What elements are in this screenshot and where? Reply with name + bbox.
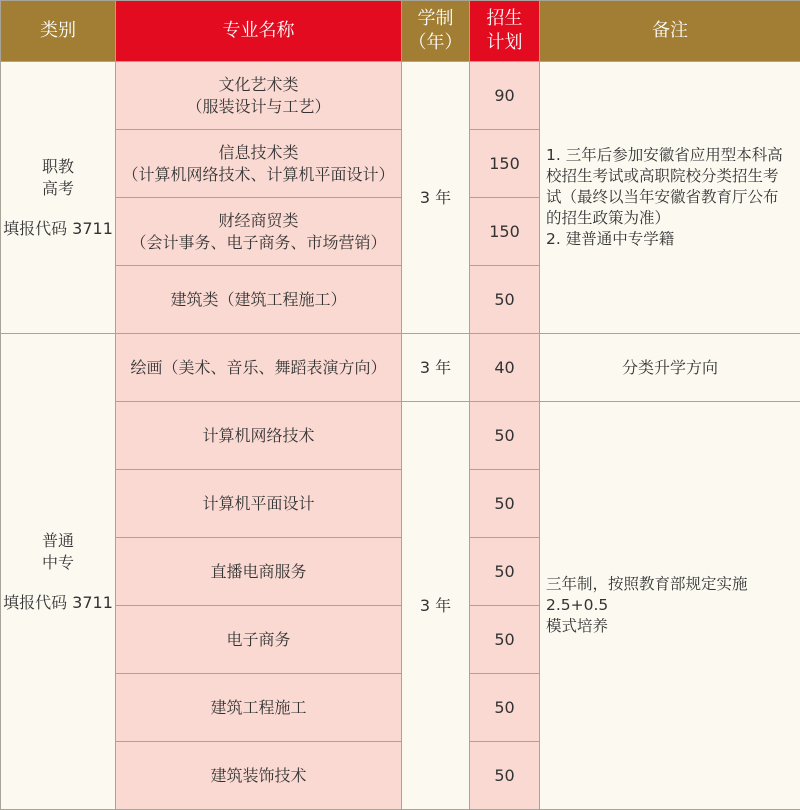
category-code: 填报代码 3711 [1,218,115,240]
major-cell [116,198,402,266]
note-line: 试（最终以当年安徽省教育厅公布 [546,187,796,208]
header-years-line2: （年） [402,31,469,55]
quota-cell: 90 [470,62,540,130]
note-line: 的招生政策为准） [546,208,796,229]
major-name: 建筑类（建筑工程施工） [116,289,401,311]
major-name: 信息技术类 [116,142,401,164]
note-line: 校招生考试或高职院校分类招生考 [546,166,796,187]
category-name-line2: 中专 [1,552,115,574]
header-major: 专业名称 [116,1,402,62]
quota-cell: 50 [470,606,540,674]
major-name: 文化艺术类 [116,74,401,96]
header-quota [470,1,540,62]
quota-cell: 50 [470,538,540,606]
note-line: 模式培养 [546,616,796,637]
major-detail: （计算机网络技术、计算机平面设计） [116,164,401,186]
major-cell: 直播电商服务 [116,538,402,606]
note-cell-secondary [540,402,800,810]
major-cell: 建筑装饰技术 [116,742,402,810]
major-detail: （服装设计与工艺） [116,96,401,118]
table-row [1,334,800,402]
major-name: 绘画（美术、音乐、舞蹈表演方向） [116,357,401,379]
years-cell: 3 年 [402,62,470,334]
category-cell-vocational [1,62,116,334]
quota-cell: 150 [470,130,540,198]
quota-cell: 50 [470,674,540,742]
note-line: 三年制，按照教育部规定实施 2.5+0.5 [546,574,796,616]
category-name-line2: 高考 [1,178,115,200]
quota-cell: 50 [470,402,540,470]
category-cell-secondary [1,334,116,810]
quota-cell: 50 [470,470,540,538]
years-cell: 3 年 [402,402,470,810]
major-detail: （会计事务、电子商务、市场营销） [116,232,401,254]
header-years [402,1,470,62]
major-cell [116,334,402,402]
note-line: 2. 建普通中专学籍 [546,229,796,250]
quota-cell: 40 [470,334,540,402]
quota-cell: 150 [470,198,540,266]
category-name-line1: 职教 [1,156,115,178]
header-note: 备注 [540,1,800,62]
header-years-line1: 学制 [402,7,469,31]
header-quota-line1: 招生 [470,7,539,31]
category-name-line1: 普通 [1,530,115,552]
major-cell [116,266,402,334]
note-cell-art: 分类升学方向 [540,334,800,402]
major-cell: 建筑工程施工 [116,674,402,742]
category-code: 填报代码 3711 [1,592,115,614]
header-row [1,1,800,62]
table-row [1,62,800,130]
major-cell [116,62,402,130]
note-cell-vocational [540,62,800,334]
quota-cell: 50 [470,266,540,334]
header-quota-line2: 计划 [470,31,539,55]
major-cell: 计算机网络技术 [116,402,402,470]
note-line: 1. 三年后参加安徽省应用型本科高 [546,145,796,166]
years-cell: 3 年 [402,334,470,402]
header-category: 类别 [1,1,116,62]
quota-cell: 50 [470,742,540,810]
major-cell: 电子商务 [116,606,402,674]
major-cell [116,130,402,198]
major-cell: 计算机平面设计 [116,470,402,538]
major-name: 财经商贸类 [116,210,401,232]
table-row [1,402,800,470]
